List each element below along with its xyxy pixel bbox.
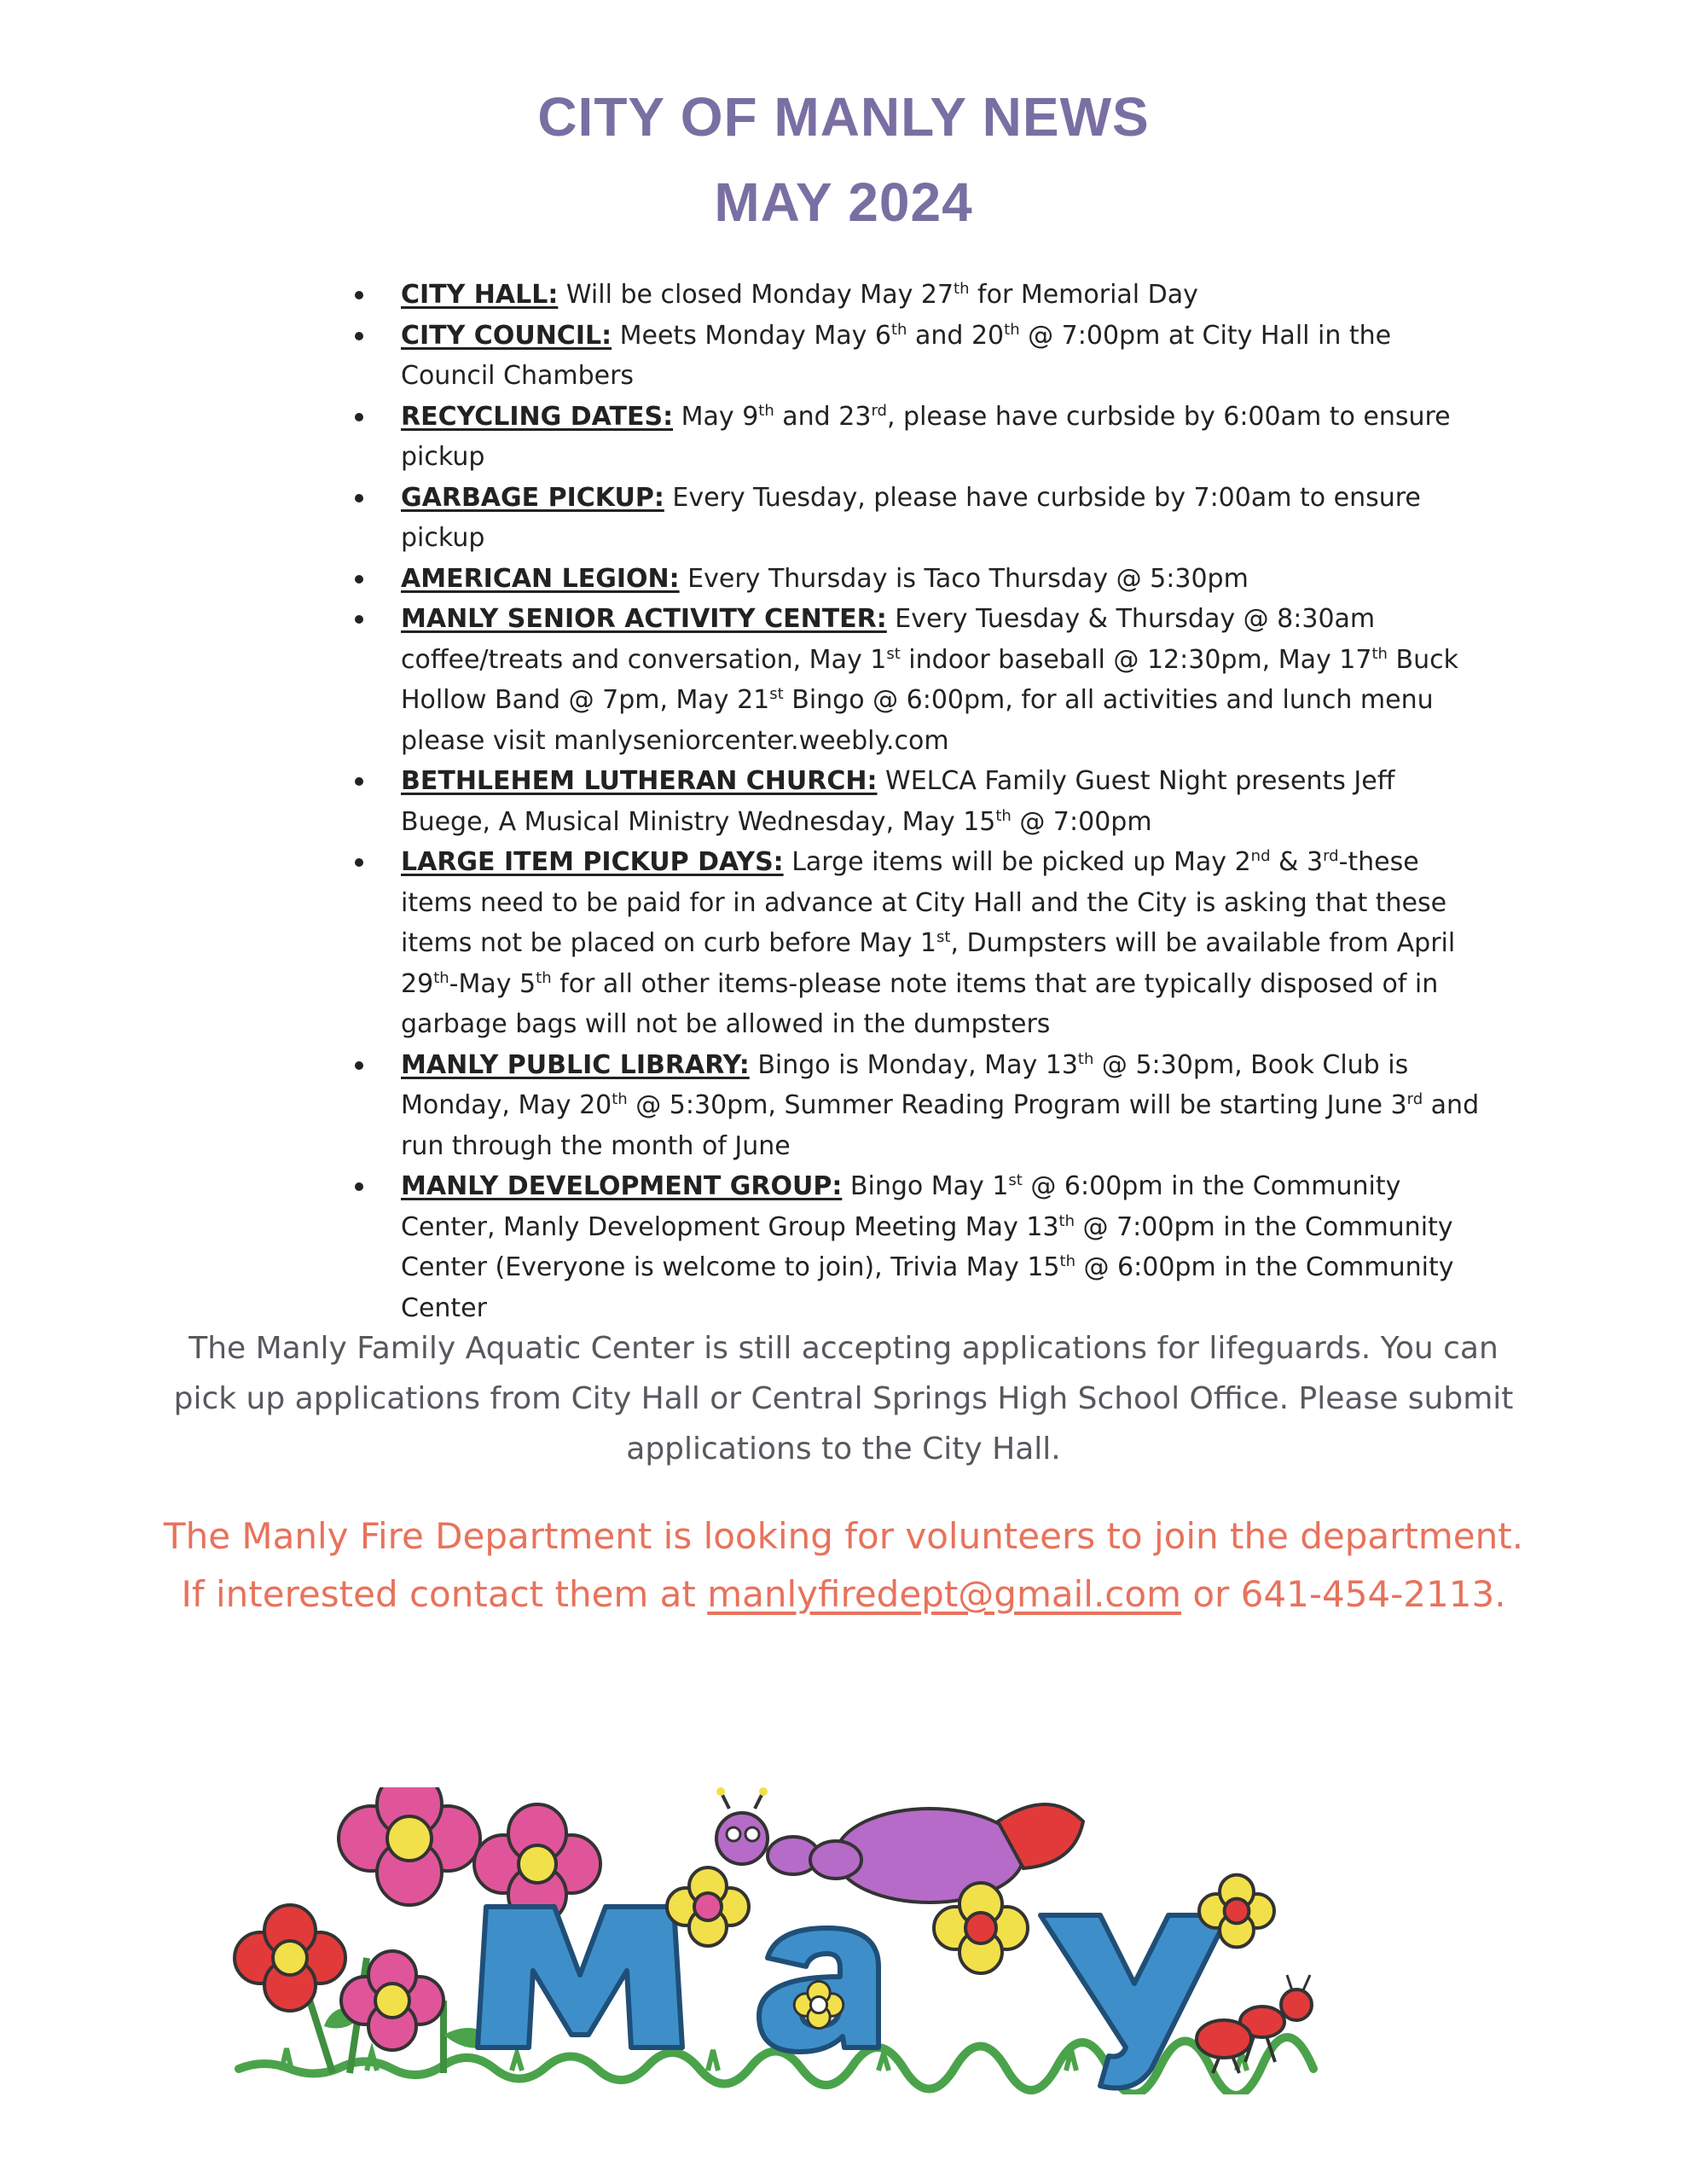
list-item: [350, 316, 1493, 397]
item-label: LARGE ITEM PICKUP DAYS:: [401, 847, 784, 877]
butterfly-icon: [716, 1787, 1083, 1902]
letter-m-icon: [478, 1907, 682, 2048]
item-text: May 9th and 23rd, please have curbside by 6:00am to ensure pickup: [401, 401, 1451, 472]
item-text: Will be closed Monday May 27th for Memorial Day: [558, 280, 1198, 310]
item-text: Meets Monday May 6th and 20th @ 7:00pm at City Hall in the Council Chambers: [401, 320, 1392, 391]
pink-flower-icon: [339, 1787, 480, 1905]
list-item: [350, 397, 1493, 478]
list-item: [350, 1045, 1493, 1167]
item-label: CITY HALL:: [401, 280, 559, 310]
may-flowers-art-icon: [230, 1787, 1450, 2094]
page-subtitle: MAY 2024: [714, 171, 973, 233]
list-item: [350, 559, 1493, 600]
fire-email-link[interactable]: manlyfiredept@gmail.com: [707, 1573, 1181, 1615]
fire-notice-text: The Manly Fire Department is looking for volunteers to join the department. If interested contact them at: [163, 1515, 1524, 1615]
item-label: MANLY PUBLIC LIBRARY:: [401, 1049, 750, 1080]
list-item: [350, 478, 1493, 559]
item-text: Bingo is Monday, May 13th @ 5:30pm, Book Club is Monday, May 20th @ 5:30pm, Summer Reading Program will be starting June 3rd and run through the month of June: [401, 1049, 1480, 1161]
fire-notice-phone: or 641-454-2113.: [1181, 1573, 1506, 1615]
item-text: Every Thursday is Taco Thursday @ 5:30pm: [679, 563, 1249, 594]
item-label: GARBAGE PICKUP:: [401, 482, 664, 513]
list-item: [350, 599, 1493, 761]
item-label: MANLY SENIOR ACTIVITY CENTER:: [401, 604, 887, 634]
item-text: Every Tuesday, please have curbside by 7:00am to ensure pickup: [401, 482, 1421, 553]
ant-icon: [1197, 1975, 1312, 2073]
red-flower-icon: [235, 1905, 345, 2011]
list-item: [350, 842, 1493, 1045]
yellow-flower-icon: [667, 1867, 749, 1946]
item-label: RECYCLING DATES:: [401, 401, 674, 432]
item-label: MANLY DEVELOPMENT GROUP:: [401, 1171, 843, 1201]
list-item: [350, 1166, 1493, 1328]
item-text: Large items will be picked up May 2nd & 3rd-these items need to be paid for in advance at City Hall and the City is asking that these items not be placed on curb before May 1st, Dumpsters will be available from April 29th-May 5th for all other items-please note items that are typically disposed of in garbage bags will not be allowed in the dumpsters: [401, 847, 1456, 1039]
item-label: CITY COUNCIL:: [401, 320, 612, 351]
item-text: Bingo May 1st @ 6:00pm in the Community Center, Manly Development Group Meeting May 13th @ 7:00pm in the Community Center (Everyone is welcome to join), Trivia May 15th @ 6:00pm in the Community Center: [401, 1171, 1454, 1323]
list-item: [350, 761, 1493, 842]
aquatic-center-notice: The Manly Family Aquatic Center is still accepting applications for lifeguards. You can pick up applications from City Hall or Central Springs High School Office. Please submit applications to the City Hall.: [173, 1331, 1514, 1467]
item-text: WELCA Family Guest Night presents Jeff Buege, A Musical Ministry Wednesday, May 15th @ 7:00pm: [401, 766, 1395, 837]
page-title: CITY OF MANLY NEWS: [537, 86, 1150, 148]
fire-department-notice: [154, 1507, 1533, 1623]
item-label: AMERICAN LEGION:: [401, 563, 680, 594]
news-list: [350, 275, 1493, 1328]
item-text: Every Tuesday & Thursday @ 8:30am coffee/treats and conversation, May 1st indoor baseball @ 12:30pm, May 17th Buck Hollow Band @ 7pm, May 21st Bingo @ 6:00pm, for all activities and lunch menu please visit manlyseniorcenter.weebly.com: [401, 604, 1458, 756]
list-item: [350, 275, 1493, 316]
item-label: BETHLEHEM LUTHERAN CHURCH:: [401, 766, 878, 796]
